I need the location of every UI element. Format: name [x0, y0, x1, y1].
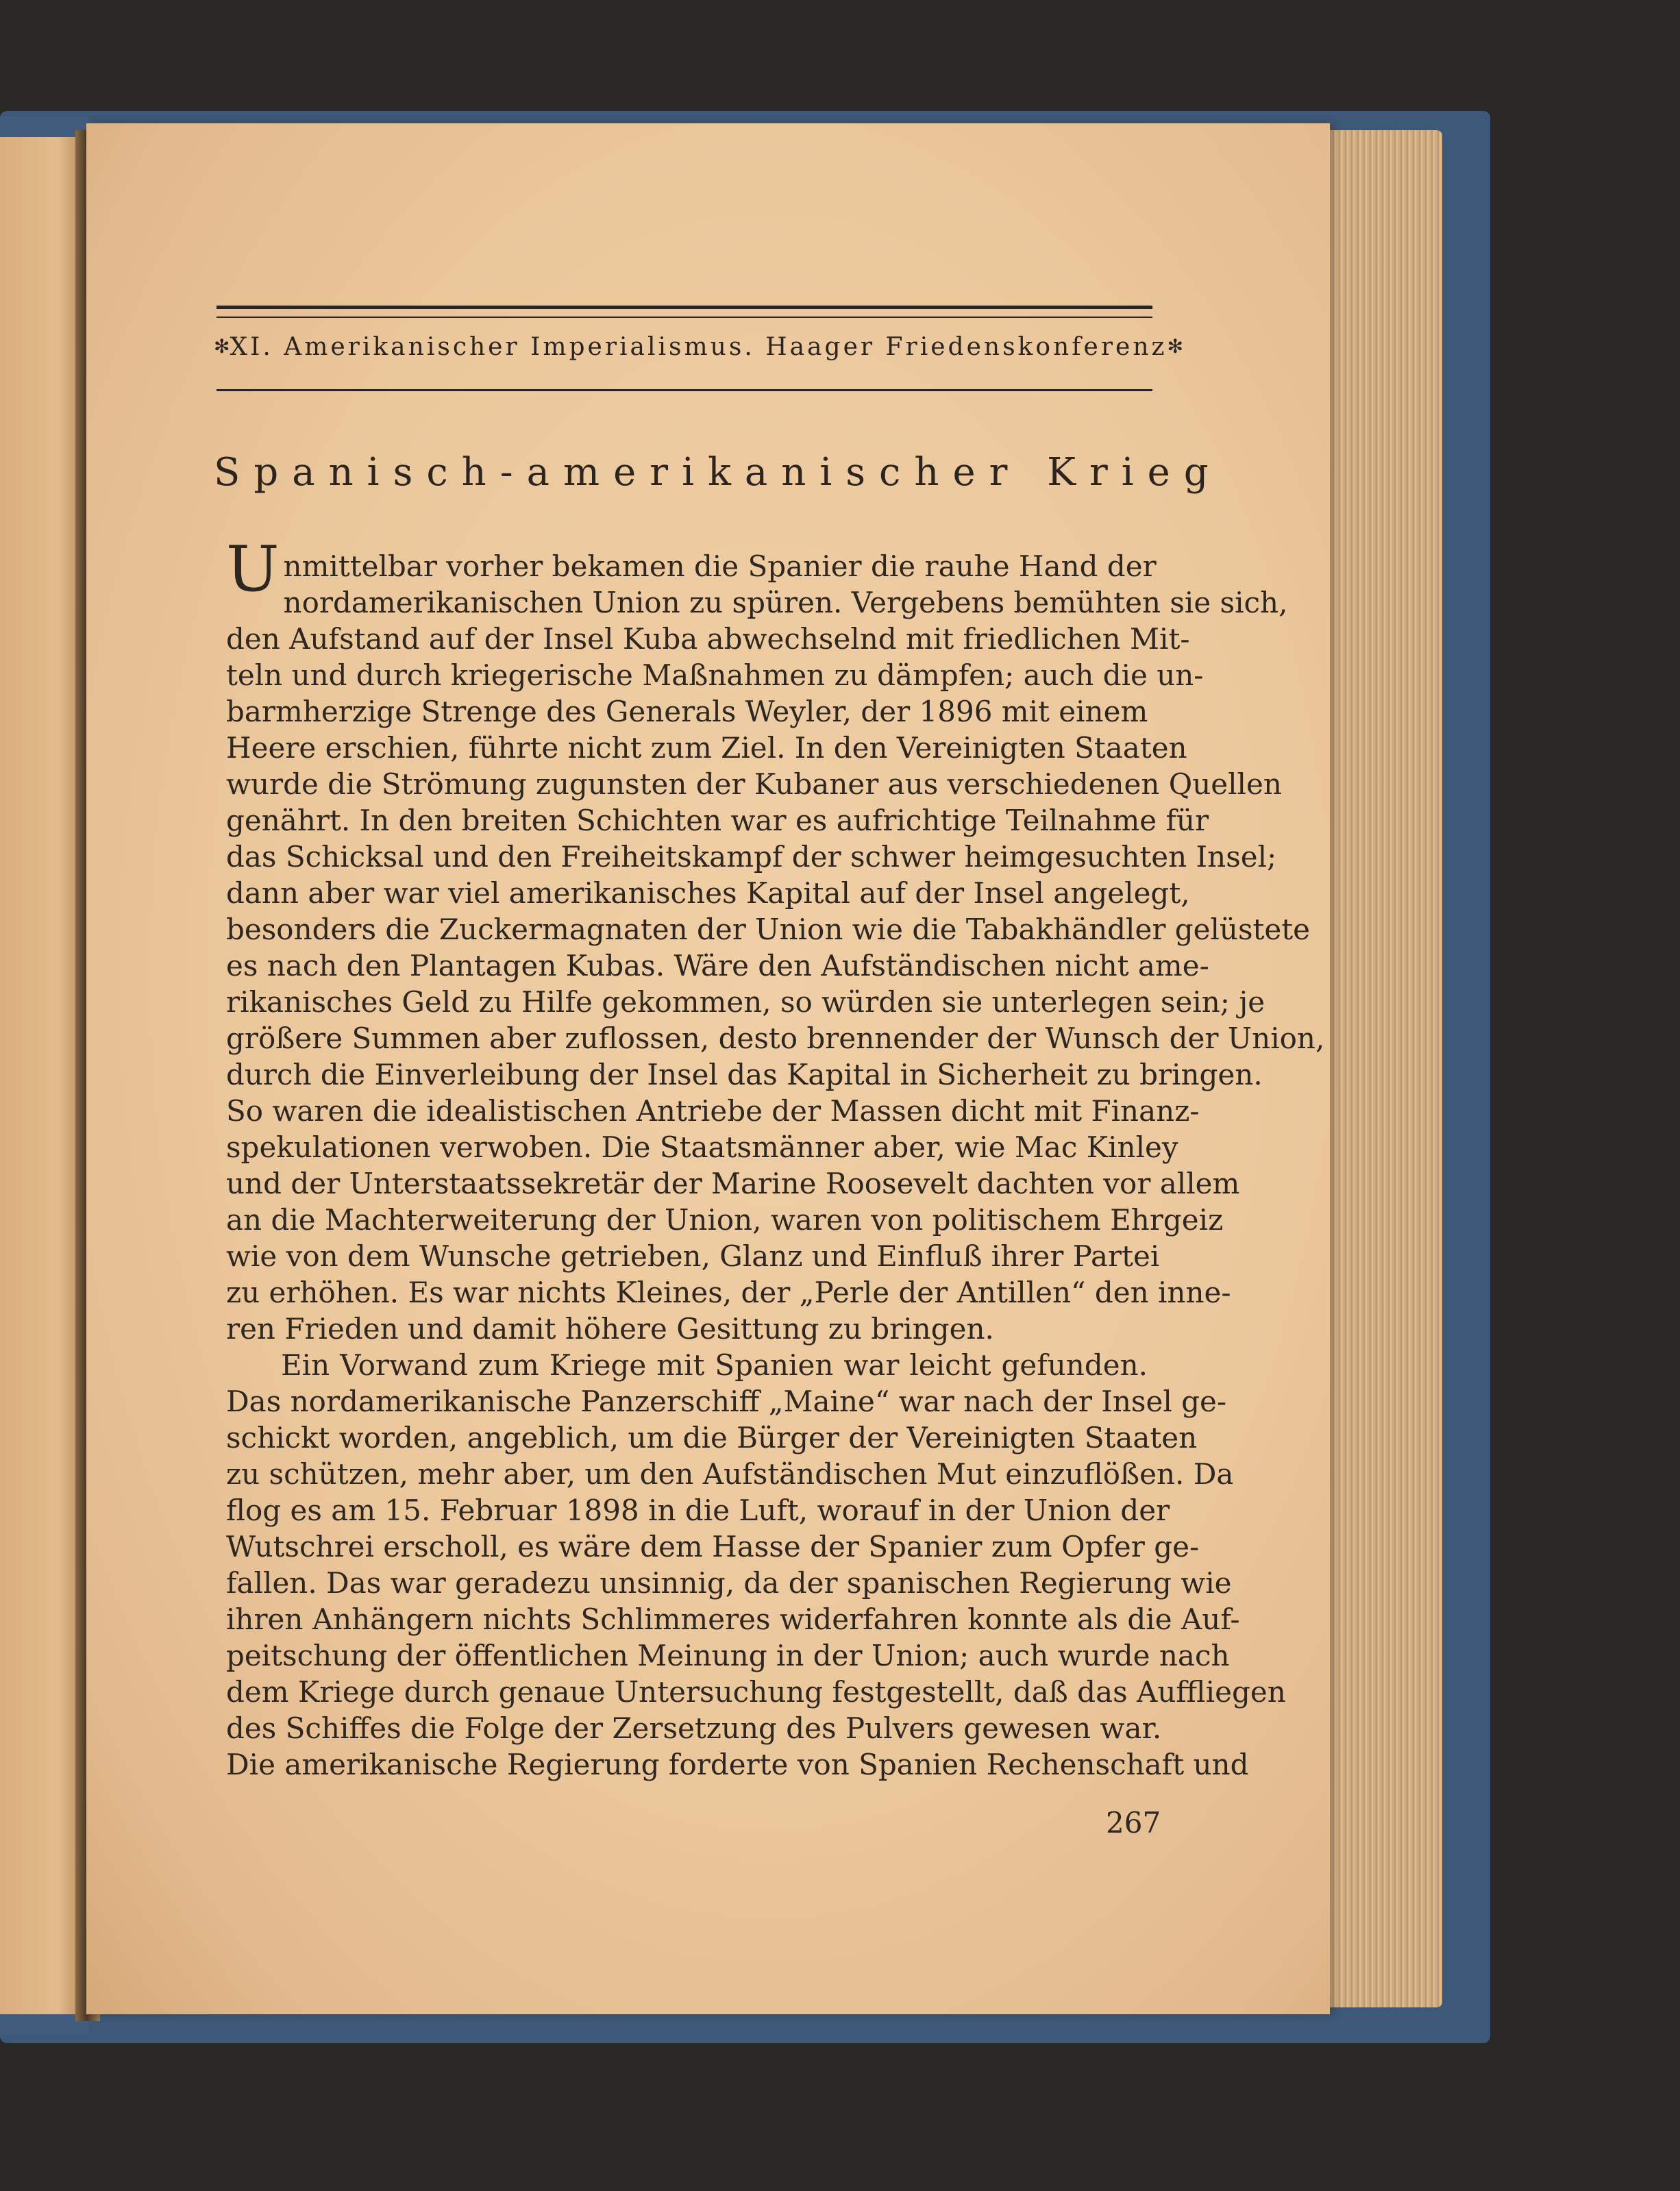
line-text: rikanisches Geld zu Hilfe gekommen, so würden sie unterlegen sein; je: [226, 985, 1265, 1019]
line-text: flog es am 15. Februar 1898 in die Luft, worauf in der Union der: [226, 1494, 1170, 1527]
line-text: das Schicksal und den Freiheitskampf der schwer heimgesuchten Insel;: [226, 840, 1277, 874]
text-line: [226, 1528, 1200, 1565]
line-text: schickt worden, angeblich, um die Bürger der Vereinigten Staaten: [226, 1421, 1198, 1455]
line-text: Die amerikanische Regierung forderte von Spanien Rechenschaft und: [226, 1748, 1249, 1781]
text-line: [226, 1093, 1200, 1129]
text-line: [226, 1565, 1232, 1601]
line-text: durch die Einverleibung der Insel das Kapital in Sicherheit zu bringen.: [226, 1058, 1263, 1091]
text-line: [226, 1347, 1148, 1383]
text-line: [226, 1202, 1224, 1238]
running-header-title: XI. Amerikanischer Imperialismus. Haager Friedenskonferenz: [230, 332, 1168, 361]
line-text: ihren Anhängern nichts Schlimmeres widerfahren konnte als die Auf-: [226, 1602, 1240, 1636]
text-line: [226, 839, 1277, 875]
page-edges: [1319, 130, 1442, 2007]
text-line: [226, 1129, 1178, 1165]
text-line: [226, 1056, 1263, 1093]
section-heading: Spanisch-amerikanischer Krieg: [214, 450, 1222, 495]
line-text: zu erhöhen. Es war nichts Kleines, der „Perle der Antillen“ den inne-: [226, 1276, 1231, 1309]
text-line: [226, 1020, 1325, 1056]
header-top-rule: [217, 306, 1152, 309]
text-line: [226, 948, 1209, 984]
line-text: wurde die Strömung zugunsten der Kubaner aus verschiedenen Quellen: [226, 767, 1282, 801]
line-text: spekulationen verwoben. Die Staatsmänner aber, wie Mac Kinley: [226, 1130, 1178, 1164]
line-text: Das nordamerikanische Panzerschiff „Maine“ war nach der Insel ge-: [226, 1385, 1227, 1418]
line-text: genährt. In den breiten Schichten war es aufrichtige Teilnahme für: [226, 804, 1209, 837]
text-line: [226, 1420, 1198, 1456]
text-line: [226, 1165, 1240, 1202]
text-line: [226, 1601, 1240, 1637]
line-text: Wutschrei erscholl, es wäre dem Hasse der Spanier zum Opfer ge-: [226, 1530, 1200, 1563]
paragraph-1: [226, 532, 1325, 1347]
running-header: [214, 326, 1183, 367]
line-text: es nach den Plantagen Kubas. Wäre den Aufständischen nicht ame-: [226, 949, 1209, 982]
text-line: [226, 1637, 1230, 1674]
line-text: ren Frieden und damit höhere Gesittung zu bringen.: [226, 1312, 994, 1346]
left-page-edge: [0, 137, 84, 2014]
text-line: [226, 911, 1310, 948]
text-line: [226, 584, 1288, 621]
text-line: [226, 621, 1190, 657]
drop-cap: U: [226, 532, 280, 606]
text-line: [226, 1274, 1231, 1311]
line-text: Heere erschien, führte nicht zum Ziel. In den Vereinigten Staaten: [226, 731, 1187, 765]
line-text: nmittelbar vorher bekamen die Spanier die rauhe Hand der: [283, 549, 1157, 583]
header-bottom-rule: [217, 389, 1152, 391]
line-text: dann aber war viel amerikanisches Kapital auf der Insel angelegt,: [226, 876, 1190, 910]
text-line: [226, 1238, 1160, 1274]
line-text: fallen. Das war geradezu unsinnig, da der spanischen Regierung wie: [226, 1566, 1232, 1600]
text-line: [226, 1746, 1249, 1783]
text-line: [226, 875, 1190, 911]
body-text: [226, 532, 1325, 1783]
text-line: [226, 1492, 1170, 1528]
line-text: teln und durch kriegerische Maßnahmen zu dämpfen; auch die un-: [226, 658, 1204, 692]
text-line: [226, 1383, 1227, 1420]
line-text: wie von dem Wunsche getrieben, Glanz und Einfluß ihrer Partei: [226, 1239, 1160, 1273]
text-line: [226, 1456, 1234, 1492]
header-top-thin-rule: [217, 317, 1152, 318]
line-text: und der Unterstaatssekretär der Marine Roosevelt dachten vor allem: [226, 1167, 1240, 1200]
line-text: peitschung der öffentlichen Meinung in der Union; auch wurde nach: [226, 1639, 1230, 1672]
text-line: [226, 802, 1209, 839]
text-line: [226, 693, 1148, 730]
line-text: dem Kriege durch genaue Untersuchung festgestellt, daß das Auffliegen: [226, 1675, 1286, 1709]
text-line: [226, 766, 1282, 802]
line-text: größere Summen aber zuflossen, desto brennender der Wunsch der Union,: [226, 1022, 1325, 1055]
line-text: So waren die idealistischen Antriebe der Massen dicht mit Finanz-: [226, 1094, 1200, 1128]
line-text: den Aufstand auf der Insel Kuba abwechselnd mit friedlichen Mit-: [226, 622, 1190, 656]
line-text: Ein Vorwand zum Kriege mit Spanien war leicht gefunden.: [281, 1348, 1148, 1382]
text-line: [226, 1311, 1148, 1347]
line-text: nordamerikanischen Union zu spüren. Vergebens bemühten sie sich,: [283, 586, 1288, 619]
line-text: an die Machterweiterung der Union, waren von politischem Ehrgeiz: [226, 1203, 1224, 1237]
line-text: des Schiffes die Folge der Zersetzung des Pulvers gewesen war.: [226, 1711, 1162, 1745]
text-line: [226, 984, 1265, 1020]
line-text: besonders die Zuckermagnaten der Union wie die Tabakhändler gelüstete: [226, 913, 1310, 946]
text-line: [226, 1710, 1162, 1746]
paragraph-2: [226, 1347, 1286, 1783]
ornament-right-icon: ✻: [1167, 335, 1183, 358]
line-text: zu schützen, mehr aber, um den Aufständischen Mut einzuflößen. Da: [226, 1457, 1234, 1491]
line-text: barmherzige Strenge des Generals Weyler, der 1896 mit einem: [226, 695, 1148, 728]
text-line: [226, 1674, 1286, 1710]
text-line: [226, 730, 1187, 766]
text-line: [226, 657, 1204, 693]
ornament-left-icon: ✻: [214, 335, 230, 358]
page-number: 267: [1106, 1806, 1161, 1840]
